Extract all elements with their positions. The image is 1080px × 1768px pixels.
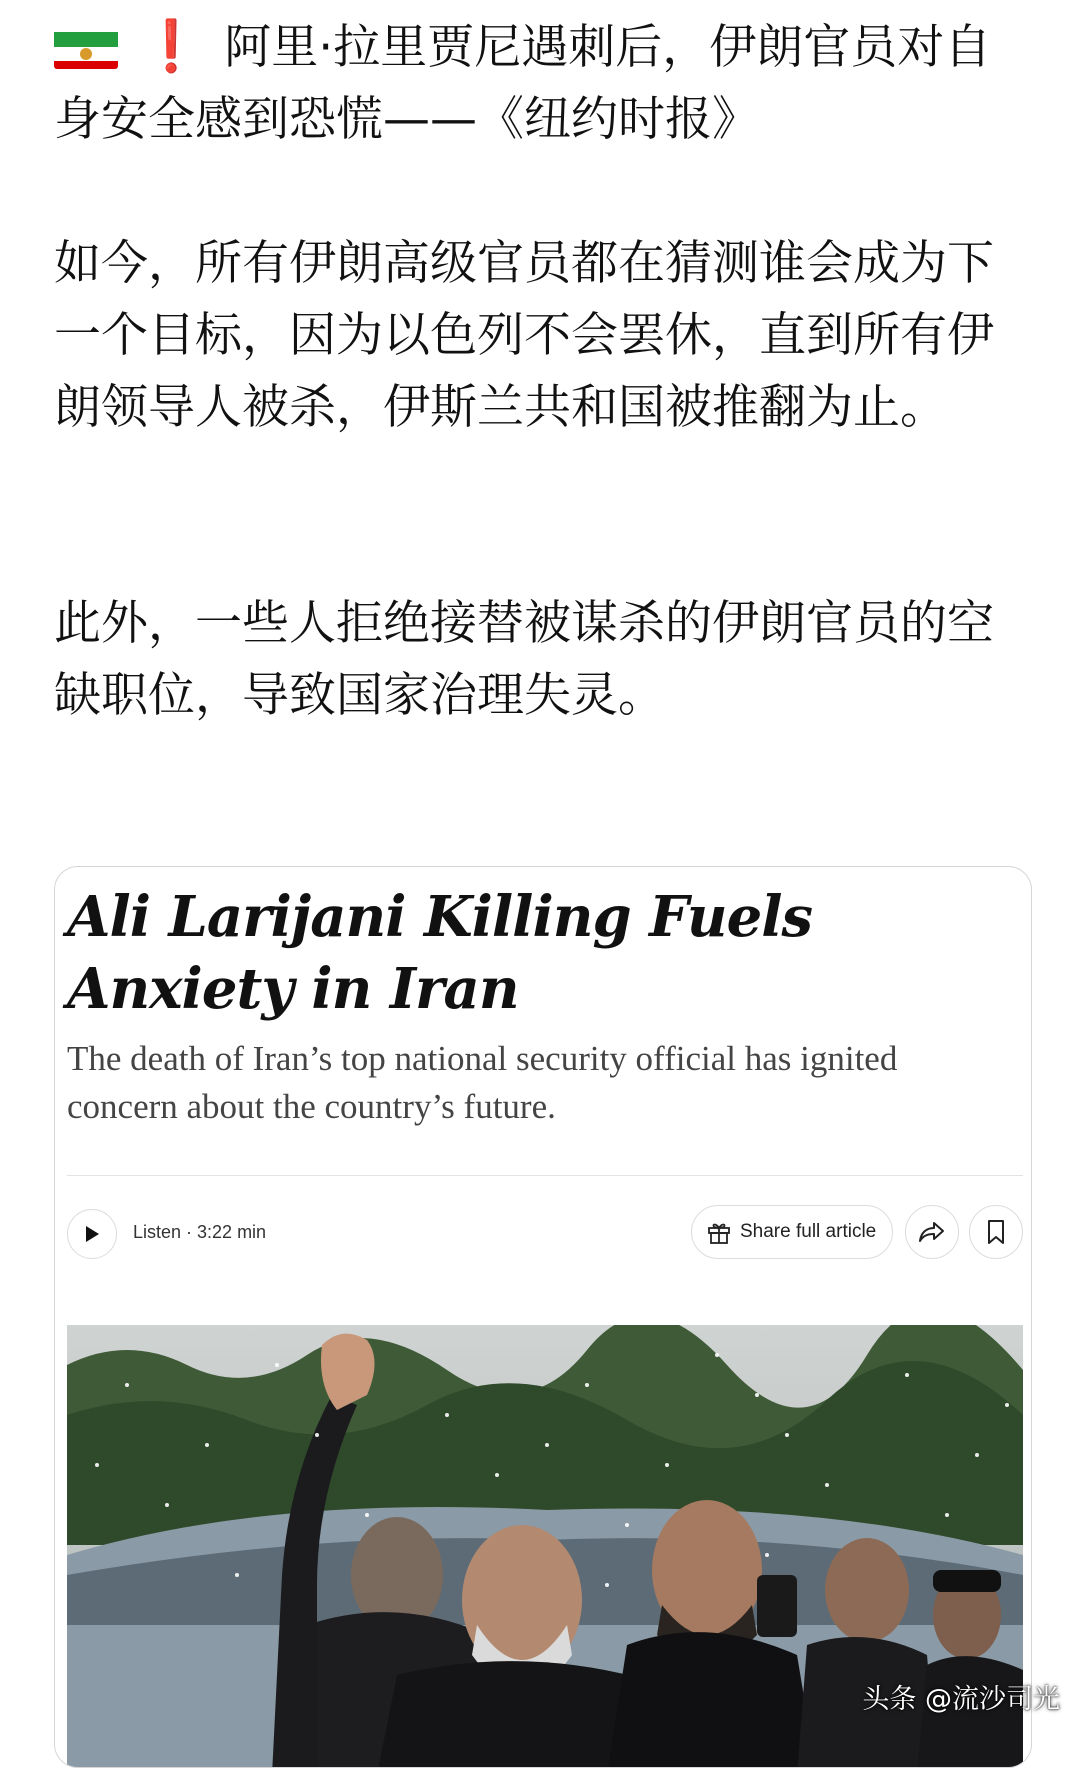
bookmark-button[interactable] bbox=[969, 1205, 1023, 1259]
post-paragraph-2: 此外，一些人拒绝接替被谋杀的伊朗官员的空缺职位，导致国家治理失灵。 bbox=[54, 596, 994, 723]
post-paragraph-1: 如今，所有伊朗高级官员都在猜测谁会成为下一个目标，因为以色列不会罢休，直到所有伊朗领导人被杀，伊斯兰共和国被推翻为止。 bbox=[54, 236, 994, 435]
bookmark-icon bbox=[986, 1219, 1006, 1245]
share-article-button[interactable] bbox=[691, 1205, 893, 1259]
share-label: Share full article bbox=[740, 1221, 877, 1242]
forward-button[interactable] bbox=[905, 1205, 959, 1259]
watermark: 头条 @流沙司光 bbox=[862, 1684, 1060, 1715]
play-icon bbox=[84, 1225, 100, 1243]
article-title: Ali Larijani Killing Fuels Anxiety in Iran bbox=[67, 884, 813, 1022]
post bbox=[54, 10, 1014, 723]
play-button[interactable] bbox=[67, 1209, 117, 1259]
exclamation-icon: ❗ bbox=[140, 17, 203, 75]
post-headline bbox=[54, 10, 1014, 156]
forward-arrow-icon bbox=[918, 1220, 946, 1244]
article-card[interactable] bbox=[54, 866, 1032, 1768]
iran-flag-icon bbox=[54, 25, 118, 69]
gift-icon bbox=[706, 1219, 732, 1245]
headline-text: 阿里·拉里贾尼遇刺后，伊朗官员对自身安全感到恐慌——《纽约时报》 bbox=[54, 20, 992, 147]
listen-duration: Listen · 3:22 min bbox=[133, 1222, 267, 1242]
divider bbox=[67, 1175, 1023, 1176]
article-subtitle: The death of Iran’s top national security official has ignited concern about the country’s future. bbox=[67, 1039, 898, 1126]
